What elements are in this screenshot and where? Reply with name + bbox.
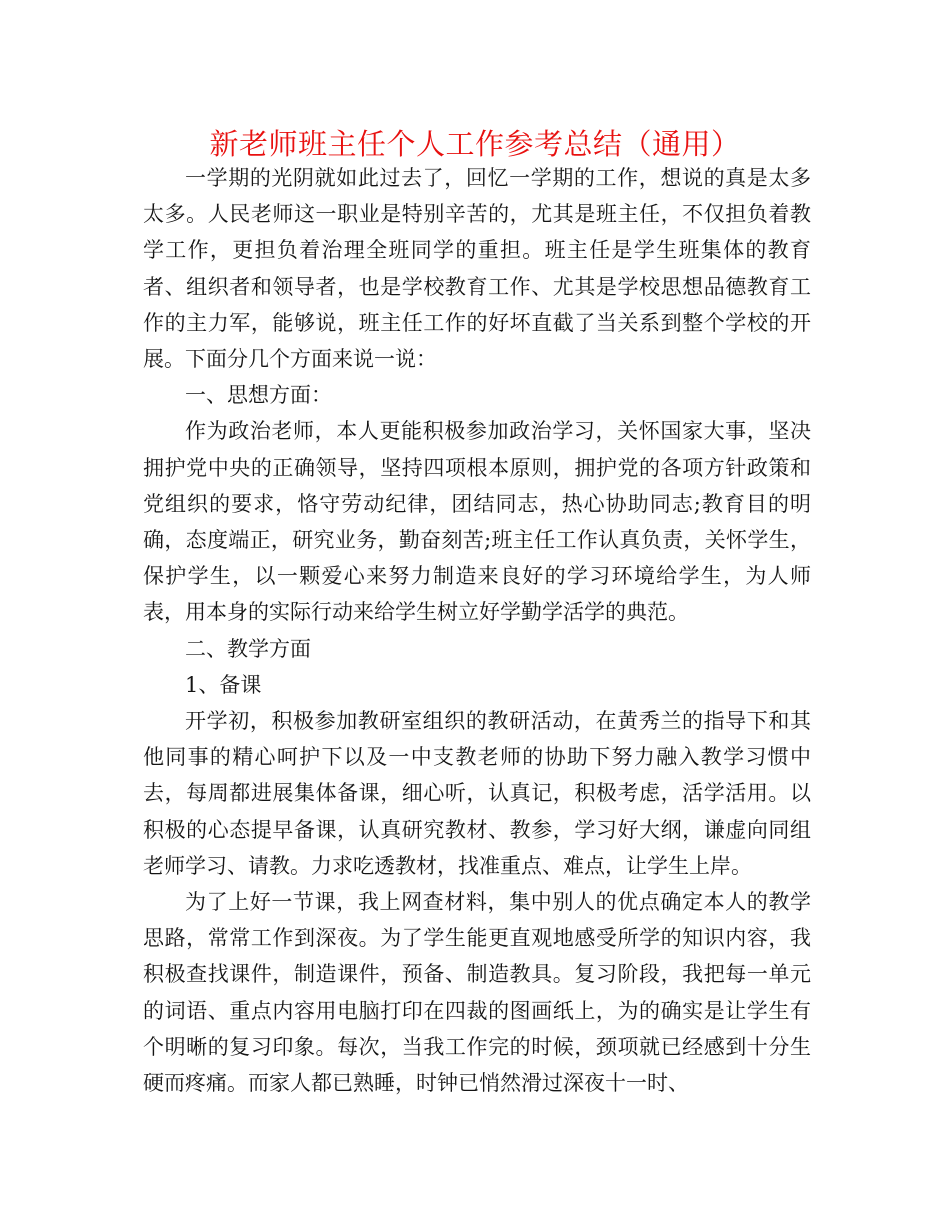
paragraph-class-prep: 为了上好一节课，我上网查材料，集中别人的优点确定本人的教学思路，常常工作到深夜。为了学生能更直观地感受所学的知识内容，我积极查找课件，制造课件，预备、制造教具。复习阶段，我把每一单元的词语、重点内容用电脑打印在四裁的图画纸上，为的确实是让学生有个明晰的复习印象。每次，当我工作完的时候，颈项就已经感到十分生硬而疼痛。而家人都已熟睡，时钟已悄然滑过深夜十一时、 (143, 890, 811, 1096)
document-title: 新老师班主任个人工作参考总结（通用） (209, 127, 741, 161)
paragraph-ideology: 作为政治老师，本人更能积极参加政治学习，关怀国家大事，坚决拥护党中央的正确领导，坚持四项根本原则，拥护党的各项方针政策和党组织的要求，恪守劳动纪律，团结同志，热心协助同志;教育目的明确，态度端正，研究业务，勤奋刻苦;班主任工作认真负责，关怀学生，保护学生，以一颗爱心来努力制造来良好的学习环境给学生，为人师表，用本身的实际行动来给学生树立好学勤学活学的典范。 (143, 419, 811, 625)
paragraph-intro: 一学期的光阴就如此过去了，回忆一学期的工作，想说的真是太多太多。人民老师这一职业是特别辛苦的，尤其是班主任，不仅担负着教学工作，更担负着治理全班同学的重担。班主任是学生班集体的教育者、组织者和领导者，也是学校教育工作、尤其是学校思想品德教育工作的主力军，能够说，班主任工作的好坏直截了当关系到整个学校的开展。下面分几个方面来说一说： (143, 166, 811, 372)
heading-teaching: 二、教学方面 (185, 636, 311, 661)
heading-lesson-prep: 1、备课 (185, 672, 262, 697)
heading-ideology: 一、思想方面： (185, 383, 332, 408)
paragraph-lesson-prep: 开学初，积极参加教研室组织的教研活动，在黄秀兰的指导下和其他同事的精心呵护下以及一中支教老师的协助下努力融入教学习惯中去，每周都进展集体备课，细心听，认真记，积极考虑，活学活用。以积极的心态提早备课，认真研究教材、教参，学习好大纲，谦虚向同组老师学习、请教。力求吃透教材，找准重点、难点，让学生上岸。 (143, 709, 811, 878)
document-body (143, 160, 811, 1101)
